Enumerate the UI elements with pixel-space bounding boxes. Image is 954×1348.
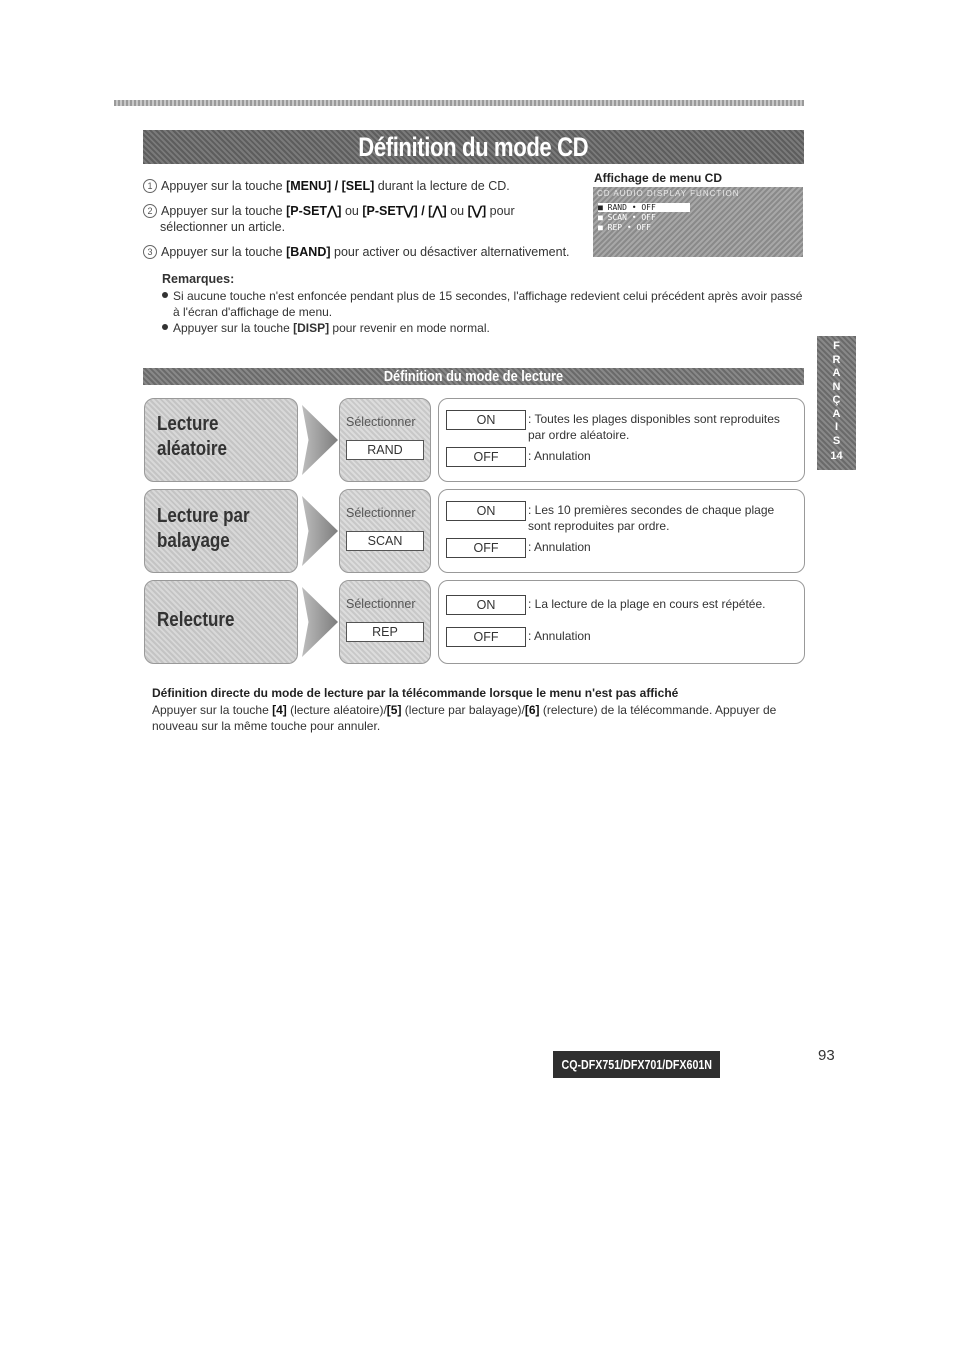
- on-key: ON: [446, 410, 526, 430]
- page-title: Définition du mode CD: [358, 131, 589, 162]
- model-name: CQ-DFX751/DFX701/DFX601N: [561, 1057, 712, 1072]
- remark-item: Appuyer sur la touche [DISP] pour revenir en mode normal.: [162, 320, 804, 336]
- remark-item: Si aucune touche n'est enfoncée pendant plus de 15 secondes, l'affichage redevient celui précédent après avoir passé à l'écran d'affichage de menu.: [162, 288, 804, 320]
- off-key: OFF: [446, 447, 526, 467]
- arrow-right-icon: [302, 587, 338, 657]
- off-description: : Annulation: [528, 449, 591, 463]
- side-tab-letter: S: [832, 434, 841, 447]
- top-rule: [114, 100, 804, 106]
- select-label: Sélectionner: [346, 415, 416, 429]
- mode-repeat: [144, 580, 298, 664]
- mode-scan: [144, 489, 298, 573]
- language-side-tab: [817, 336, 856, 470]
- key-band: [BAND]: [286, 245, 331, 259]
- rep-key: REP: [346, 622, 424, 642]
- menu-tabs: CD AUDIO DISPLAY FUNCTION: [597, 189, 740, 198]
- direct-mode-heading: Définition directe du mode de lecture par la télécommande lorsque le menu n'est pas affiché: [152, 686, 679, 700]
- arrow-right-icon: [302, 405, 338, 475]
- page-title-bar: [143, 130, 804, 164]
- on-key: ON: [446, 595, 526, 615]
- select-label: Sélectionner: [346, 506, 416, 520]
- menu-row-scan: ■ SCAN • OFF: [598, 213, 656, 222]
- off-key: OFF: [446, 627, 526, 647]
- scan-key: SCAN: [346, 531, 424, 551]
- mode-name: Relecture: [157, 609, 235, 631]
- off-description: : Annulation: [528, 540, 591, 554]
- options-random: [438, 398, 805, 482]
- mode-name: Lecture par balayage: [157, 505, 250, 552]
- select-scan: [339, 489, 431, 573]
- step-3: 3 Appuyer sur la touche [BAND] pour activer ou désactiver alternativement.: [143, 244, 573, 260]
- on-description: : La lecture de la plage en cours est répétée.: [528, 597, 766, 611]
- step-2: 2 Appuyer sur la touche [P-SET⋀] ou [P-SET⋁] / [⋀] ou [⋁] pour sélectionner un article.: [143, 203, 573, 235]
- menu-row-rep: ■ REP • OFF: [598, 223, 651, 232]
- off-key: OFF: [446, 538, 526, 558]
- on-description: : Toutes les plages disponibles sont reproduites par ordre aléatoire.: [528, 412, 780, 442]
- off-description: : Annulation: [528, 629, 591, 643]
- model-badge: [553, 1051, 720, 1078]
- step-number: 1: [143, 179, 157, 193]
- section-number: 14: [830, 450, 843, 462]
- section-title-bar: [143, 368, 804, 385]
- on-key: ON: [446, 501, 526, 521]
- key-menu-sel: [MENU] / [SEL]: [286, 179, 375, 193]
- side-tab-letter: Ç: [832, 394, 841, 406]
- select-repeat: [339, 580, 431, 664]
- side-tab-letter: F: [833, 340, 840, 352]
- menu-row-rand: ■ RAND • OFF: [598, 203, 690, 212]
- step-number: 2: [143, 204, 157, 218]
- language-letters: [817, 340, 856, 448]
- options-scan: [438, 489, 805, 573]
- step-number: 3: [143, 245, 157, 259]
- arrow-right-icon: [302, 496, 338, 566]
- menu-display-screen: [593, 187, 803, 257]
- bullet-icon: [162, 324, 168, 330]
- rand-key: RAND: [346, 440, 424, 460]
- bullet-icon: [162, 292, 168, 298]
- side-tab-letter: A: [832, 407, 841, 420]
- remarks-heading: Remarques:: [162, 272, 235, 286]
- mode-name: Lecture aléatoire: [157, 413, 227, 460]
- menu-display-caption: Affichage de menu CD: [594, 171, 723, 185]
- select-label: Sélectionner: [346, 597, 416, 611]
- on-description: : Les 10 premières secondes de chaque plage sont reproduites par ordre.: [528, 503, 775, 533]
- side-tab-letter: R: [832, 353, 841, 366]
- step-1: 1 Appuyer sur la touche [MENU] / [SEL] durant la lecture de CD.: [143, 178, 573, 194]
- page-number: 93: [818, 1047, 835, 1064]
- direct-mode-text: Appuyer sur la touche [4] (lecture aléatoire)/[5] (lecture par balayage)/[6] (relecture) de la télécommande. Appuyer de nouveau sur la même touche pour annuler.: [152, 703, 777, 733]
- select-random: [339, 398, 431, 482]
- side-tab-letter: A: [832, 367, 841, 379]
- options-repeat: [438, 580, 805, 664]
- side-tab-letter: N: [832, 380, 841, 393]
- mode-random: [144, 398, 298, 482]
- side-tab-letter: I: [834, 421, 839, 433]
- section-title: Définition du mode de lecture: [383, 368, 564, 385]
